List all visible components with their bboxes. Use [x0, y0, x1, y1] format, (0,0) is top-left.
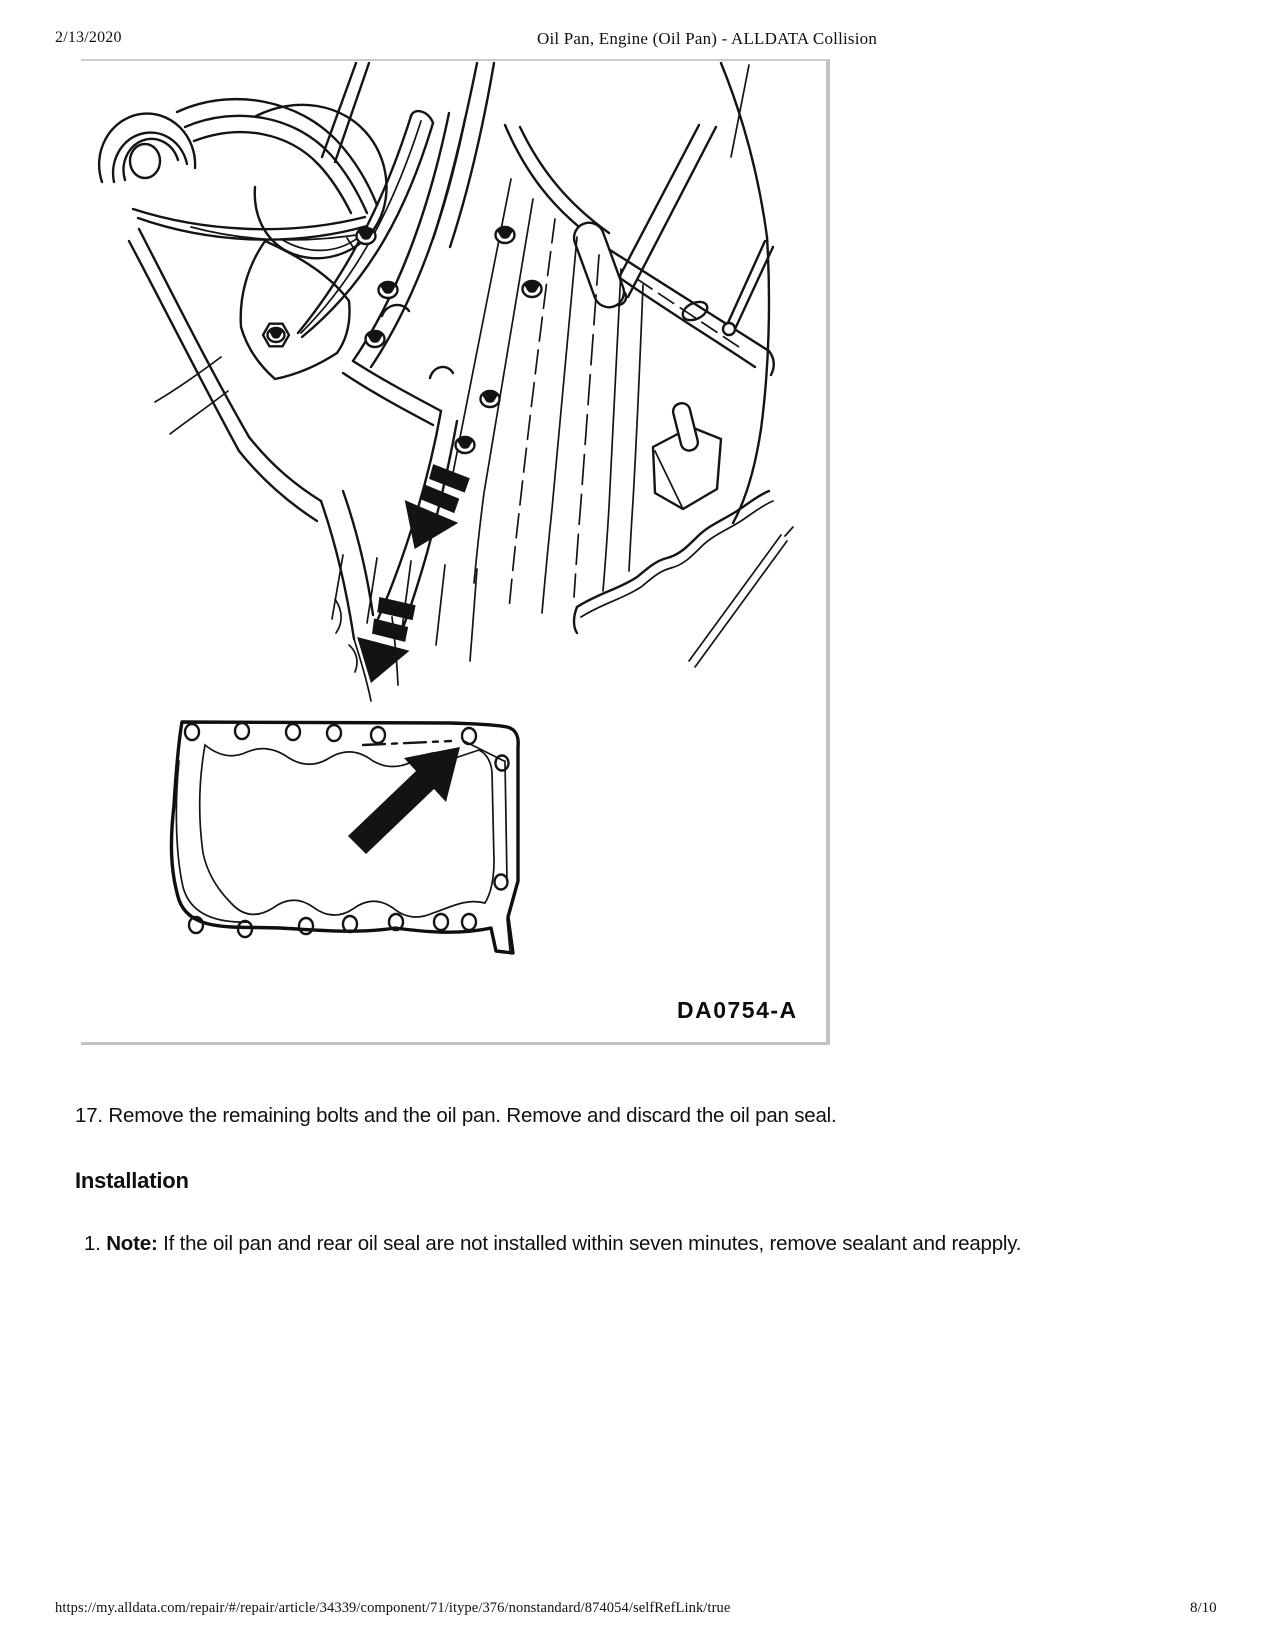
footer-url: https://my.alldata.com/repair/#/repair/article/34339/component/71/itype/376/nonstandard/874054/selfRefLink/true: [55, 1600, 731, 1616]
installation-heading: Installation: [75, 1168, 189, 1193]
bolt: [456, 437, 475, 453]
bolt: [481, 391, 500, 407]
oil-pan-illustration: [81, 61, 826, 1042]
header-date: 2/13/2020: [55, 29, 122, 46]
header-title: Oil Pan, Engine (Oil Pan) - ALLDATA Collision: [537, 29, 878, 48]
bolt: [496, 227, 515, 243]
footer-page-indicator: 8/10: [1190, 1600, 1217, 1616]
hex-bolt: [263, 324, 289, 347]
bolt: [366, 331, 385, 347]
note-text: If the oil pan and rear oil seal are not installed within seven minutes, remove sealant and reapply.: [163, 1232, 1022, 1255]
note-item: [84, 1232, 1021, 1256]
bolt: [523, 281, 542, 297]
step-17-text: 17. Remove the remaining bolts and the oil pan. Remove and discard the oil pan seal.: [75, 1104, 837, 1127]
dashed-arrow-upper: [387, 457, 479, 562]
seal-pointer-arrow: [348, 747, 460, 854]
note-number: 1.: [84, 1232, 101, 1255]
figure-container: [81, 59, 830, 1045]
note-label: Note:: [106, 1232, 158, 1255]
figure-label: DA0754-A: [677, 997, 798, 1023]
bolt: [357, 228, 376, 244]
dashed-arrow-lower: [344, 591, 424, 692]
bolt: [379, 282, 398, 298]
